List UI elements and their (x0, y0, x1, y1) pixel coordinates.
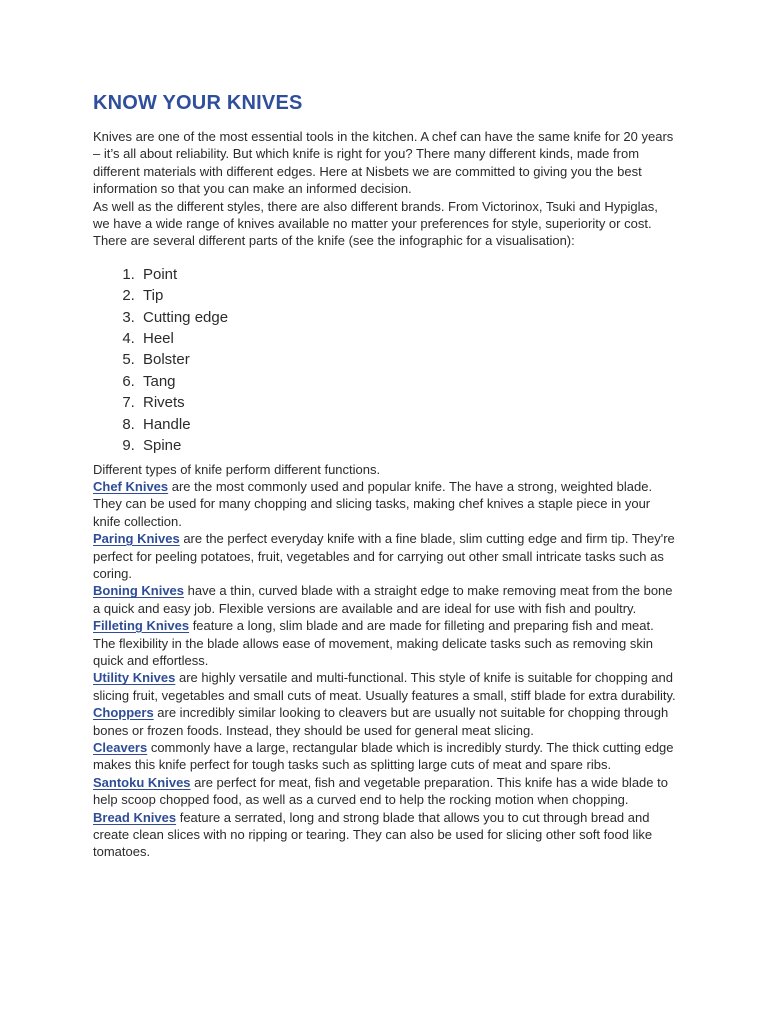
boning-knives-link[interactable]: Boning Knives (93, 583, 185, 599)
list-item-spine: 9. Spine (139, 435, 676, 456)
santoku-knives-link[interactable]: Santoku Knives (93, 774, 191, 790)
knife-entry-bread (93, 809, 676, 861)
chef-knives-description: are the most commonly used and popular knife. The have a strong, weighted blade. They can be used for many chopping and slicing tasks, making chef knives a staple piece in your knife collection. (93, 478, 653, 529)
list-item-tang: 6. Tang (139, 371, 676, 392)
knife-entry-chef (93, 478, 676, 530)
intro-paragraph-1: Knives are one of the most essential tools in the kitchen. A chef can have the same knife for 20 years – it’s all about reliability. But which knife is right for you? There many different kinds, made from different materials with different edges. Here at Nisbets we are committed to giving you the best information so that you can make an informed decision. (93, 129, 674, 197)
santoku-knives-description: are perfect for meat, fish and vegetable preparation. This knife has a wide blade to help scoop chopped food, as well as a curved end to help the rocking motion when chopping. (93, 774, 668, 808)
list-item-rivets: 7. Rivets (139, 392, 676, 413)
knife-entry-utility (93, 669, 676, 704)
types-intro: Different types of knife perform different functions. (93, 461, 381, 477)
list-item-handle: 8. Handle (139, 414, 676, 435)
filleting-knives-link[interactable]: Filleting Knives (93, 618, 190, 634)
knife-entry-filleting (93, 617, 676, 669)
list-item-heel: 4. Heel (139, 328, 676, 349)
choppers-description: are incredibly similar looking to cleavers but are usually not suitable for chopping through bones or frozen foods. Instead, they should be used for general meat slicing. (93, 705, 669, 738)
bread-knives-description: feature a serrated, long and strong blade that allows you to cut through bread and create clean slices with no ripping or tearing. They can also be used for slicing other soft food like tomatoes. (93, 809, 653, 860)
intro-paragraph-3: There are several different parts of the knife (see the infographic for a visualisation): (93, 233, 575, 249)
boning-knives-description: have a thin, curved blade with a straight edge to make removing meat from the bone a quick and easy job. Flexible versions are available and are ideal for use with fish and poultry. (93, 583, 673, 616)
filleting-knives-description: feature a long, slim blade and are made for filleting and preparing fish and meat. The flexibility in the blade allows ease of movement, making delicate tasks such as removing skin quick and effortless. (93, 618, 654, 668)
cleavers-description: commonly have a large, rectangular blade which is incredibly sturdy. The thick cutting edge makes this knife perfect for tough tasks such as splitting large cuts of meat and spare ribs. (93, 740, 674, 773)
knife-entry-boning (93, 582, 676, 617)
paring-knives-description: are the perfect everyday knife with a fine blade, slim cutting edge and firm tip. They're perfect for peeling potatoes, fruit, vegetables and for carrying out other small intricate tasks such as coring. (93, 531, 675, 581)
paring-knives-link[interactable]: Paring Knives (93, 531, 180, 547)
knife-parts-list (93, 264, 676, 457)
choppers-link[interactable]: Choppers (93, 705, 154, 721)
knife-entry-paring (93, 530, 676, 582)
cleavers-link[interactable]: Cleavers (93, 740, 148, 755)
utility-knives-description: are highly versatile and multi-functional. This style of knife is suitable for chopping and slicing fruit, vegetables and small cuts of meat. Usually features a small, stiff blade for extra durability. (93, 670, 676, 703)
list-item-bolster: 5. Bolster (139, 349, 676, 370)
knife-entry-cleavers (93, 739, 676, 774)
knife-entry-choppers (93, 704, 676, 739)
knife-entry-santoku (93, 774, 676, 809)
chef-knives-link[interactable]: Chef Knives (93, 478, 169, 494)
list-item-point: 1. Point (139, 264, 676, 285)
bread-knives-link[interactable]: Bread Knives (93, 809, 177, 825)
list-item-cutting-edge: 3. Cutting edge (139, 307, 676, 328)
list-item-tip: 2. Tip (139, 285, 676, 306)
intro-paragraph-2: As well as the different styles, there are also different brands. From Victorinox, Tsuki and Hypiglas, we have a wide range of knives available no matter your preferences for style, superiority or cost. (93, 198, 658, 232)
utility-knives-link[interactable]: Utility Knives (93, 670, 176, 686)
page-title: KNOW YOUR KNIVES (93, 92, 303, 114)
